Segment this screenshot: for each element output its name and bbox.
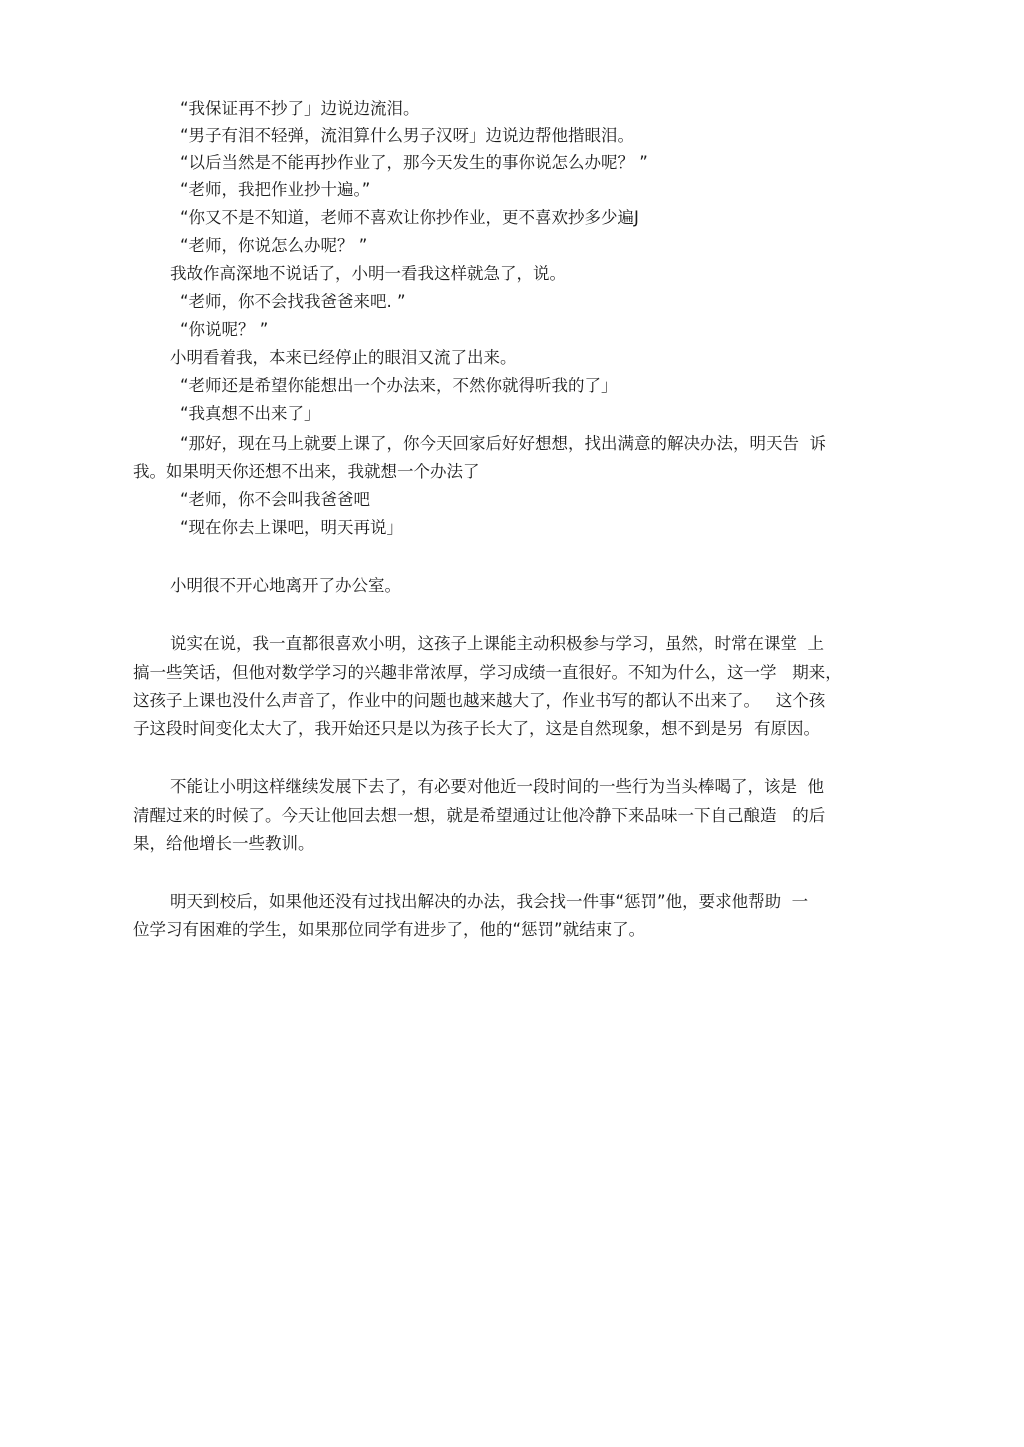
paragraph-line: 说实在说，我一直都很喜欢小明，这孩子上课能主动积极参与学习，虽然，时常在课堂 上 <box>170 634 824 653</box>
dialogue-line: “男子有泪不轻弹，流泪算什么男子汉呀」边说边帮他揩眼泪。 <box>180 126 635 145</box>
paragraph-line: 果，给他增长一些教训。 <box>133 834 315 853</box>
paragraph-line: 不能让小明这样继续发展下去了，有必要对他近一段时间的一些行为当头棒喝了，该是 他 <box>170 777 824 796</box>
paragraph-line: 搞一些笑话，但他对数学学习的兴趣非常浓厚，学习成绩一直很好。不知为什么，这一学 期来， <box>133 663 842 682</box>
dialogue-line: “老师，你说怎么办呢？ ” <box>180 236 368 255</box>
paragraph-line: 明天到校后，如果他还没有过找出解决的办法，我会找一件事“惩罚”他，要求他帮助 一 <box>170 892 809 911</box>
narration-line: 小明很不开心地离开了办公室。 <box>170 576 401 595</box>
dialogue-line: “那好，现在马上就要上课了，你今天回家后好好想想，找出满意的解决办法，明天告 诉 <box>180 434 827 453</box>
dialogue-line: “老师，我把作业抄十遍。” <box>180 180 371 199</box>
paragraph-line: 位学习有困难的学生，如果那位同学有进步了，他的“惩罚”就结束了。 <box>133 920 646 939</box>
dialogue-line: “老师，你不会找我爸爸来吧. ” <box>180 292 406 311</box>
dialogue-line: “我保证再不抄了」边说边流泪。 <box>180 99 420 118</box>
paragraph-line: 这孩子上课也没什么声音了，作业中的问题也越来越大了，作业书写的都认不出来了。 这个孩 <box>133 691 826 710</box>
dialogue-line: “你又不是不知道，老师不喜欢让你抄作业，更不喜欢抄多少遍J <box>180 208 639 227</box>
dialogue-line: “老师，你不会叫我爸爸吧 <box>180 490 371 509</box>
narration-line: 我故作高深地不说话了，小明一看我这样就急了，说。 <box>170 264 566 283</box>
dialogue-line: “老师还是希望你能想出一个办法来，不然你就得听我的了」 <box>180 376 618 395</box>
dialogue-line: “你说呢？ ” <box>180 320 269 339</box>
dialogue-line: “现在你去上课吧，明天再说」 <box>180 518 404 537</box>
dialogue-line: “我真想不出来了」 <box>180 404 321 423</box>
dialogue-line: “以后当然是不能再抄作业了，那今天发生的事你说怎么办呢？ ” <box>180 153 648 172</box>
paragraph-line: 子这段时间变化太大了，我开始还只是以为孩子长大了，这是自然现象，想不到是另 有原因。 <box>133 719 820 738</box>
paragraph-line: 清醒过来的时候了。今天让他回去想一想，就是希望通过让他冷静下来品味一下自己酿造 的后 <box>133 806 826 825</box>
narration-line: 小明看着我，本来已经停止的眼泪又流了出来。 <box>170 348 517 367</box>
dialogue-line: 我。如果明天你还想不出来，我就想一个办法了 <box>133 462 480 481</box>
